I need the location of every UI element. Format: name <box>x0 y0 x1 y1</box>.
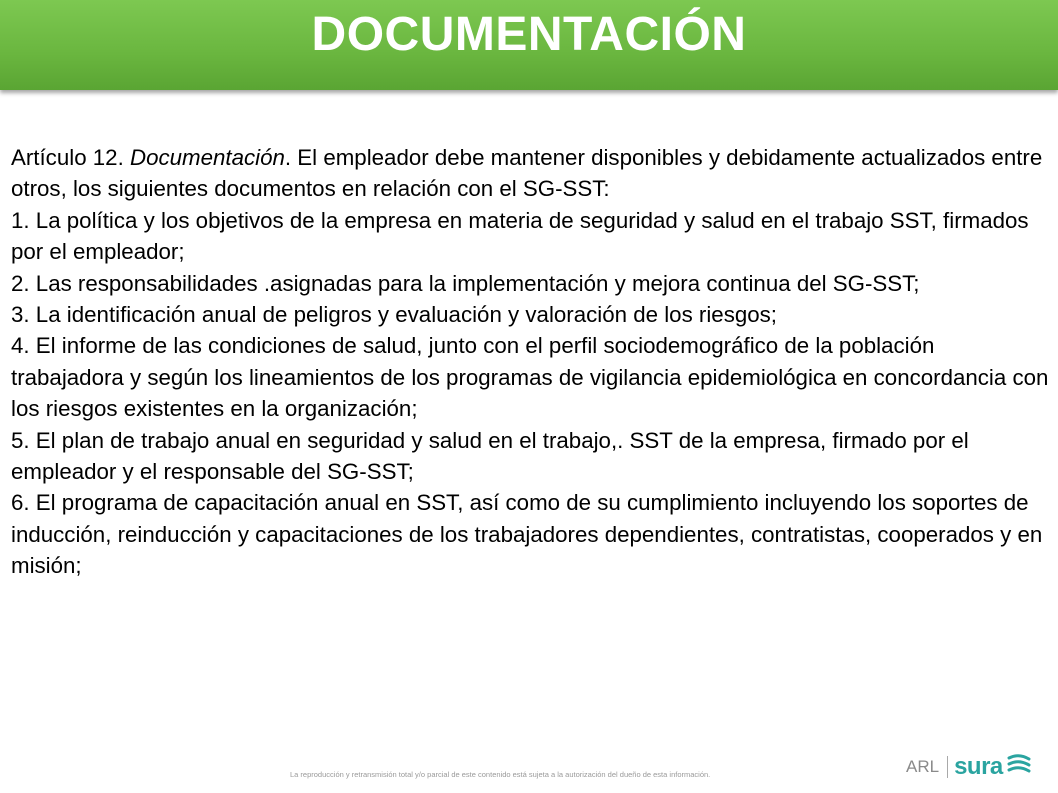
article-intro-text: . El empleador debe mantener disponibles y debidamente actualizados entre otros, los siguientes documentos en relación con el SG-SST: <box>11 145 1043 202</box>
article-body <box>11 142 1051 582</box>
article-title: Documentación <box>129 145 285 170</box>
sura-swoosh-icon <box>1007 752 1031 783</box>
article-intro <box>11 142 1051 205</box>
list-item: 6. El programa de capacitación anual en SST, así como de su cumplimiento incluyendo los soportes de inducción, reinducción y capacitaciones de los trabajadores dependientes, contratistas, cooperados y en misión; <box>11 490 1043 579</box>
logo-divider <box>947 756 948 778</box>
copyright-notice: La reproducción y retransmisión total y/o parcial de este contenido está sujeta a la autorización del dueño de esta información. <box>290 770 711 779</box>
list-item: 3. La identificación anual de peligros y evaluación y valoración de los riesgos; <box>11 302 777 328</box>
list-item: 5. El plan de trabajo anual en seguridad y salud en el trabajo,. SST de la empresa, firmado por el empleador y el responsable del SG-SST; <box>11 427 969 485</box>
logo-arl-text: ARL <box>906 757 940 776</box>
article-number: Artículo 12. <box>11 145 124 170</box>
logo-sura-text: sura <box>954 753 1003 780</box>
page-title: DOCUMENTACIÓN <box>311 8 747 61</box>
list-item: 2. Las responsabilidades .asignadas para la implementación y mejora continua del SG-SST; <box>11 270 920 296</box>
list-item: 4. El informe de las condiciones de salud, junto con el perfil sociodemográfico de la población trabajadora y según los lineamientos de los programas de vigilancia epidemiológica en concordancia con los riesgos existentes en la organización; <box>11 333 1049 422</box>
arl-sura-logo <box>906 750 1031 784</box>
list-item: 1. La política y los objetivos de la empresa en materia de seguridad y salud en el trabajo SST, firmados por el empleador; <box>11 207 1029 265</box>
title-bar <box>0 0 1058 90</box>
